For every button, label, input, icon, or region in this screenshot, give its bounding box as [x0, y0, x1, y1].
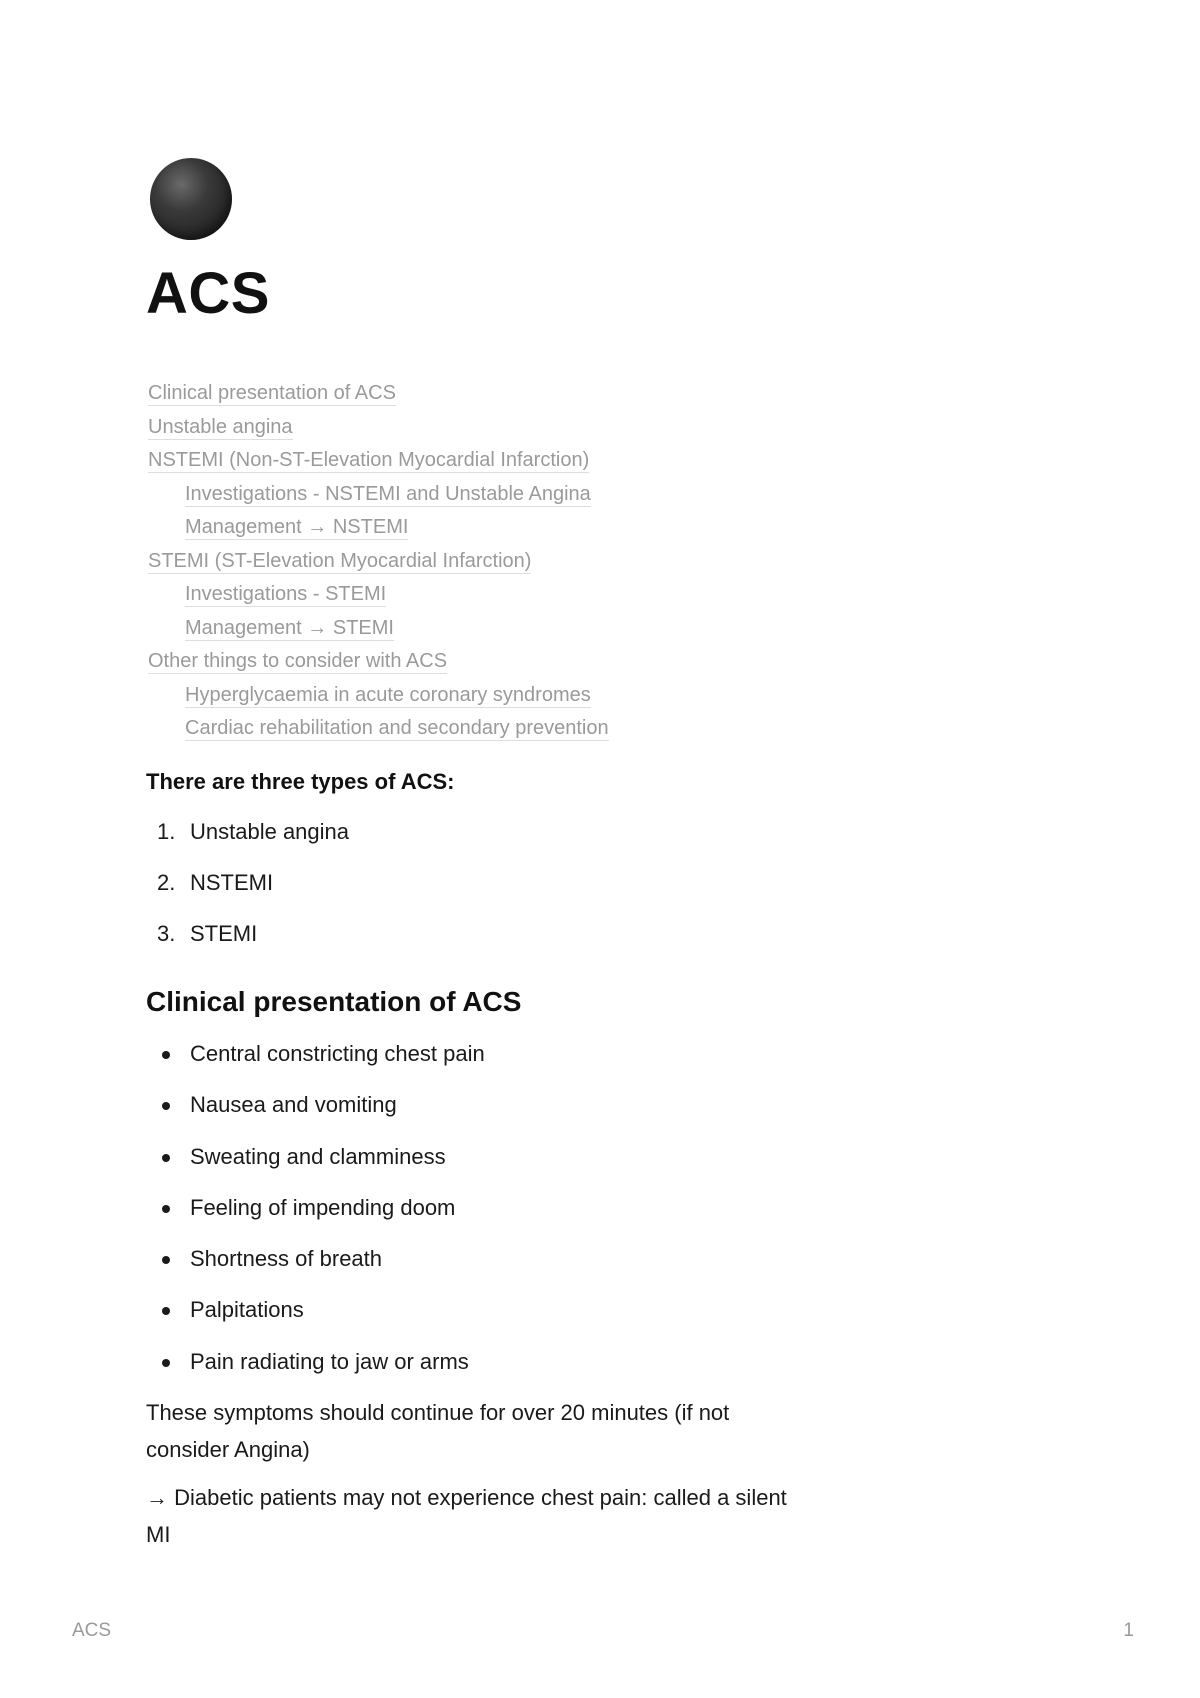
list-item: Shortness of breath [146, 1244, 485, 1295]
toc-link-unstable-angina[interactable]: Unstable angina [148, 415, 293, 438]
symptom-duration-note: These symptoms should continue for over 20 minutes (if not consider Angina) [146, 1400, 730, 1462]
list-item: Palpitations [146, 1295, 485, 1346]
section-heading-clinical-presentation: Clinical presentation of ACS [146, 986, 522, 1017]
list-item: Central constricting chest pain [146, 1039, 485, 1090]
black-circle-icon [150, 158, 232, 240]
page-number: 1 [1123, 1620, 1134, 1641]
bullet-icon [162, 1102, 170, 1110]
bullet-icon [162, 1359, 170, 1367]
list-item: 1. Unstable angina [157, 819, 350, 844]
table-of-contents [148, 379, 848, 748]
list-item: 3. STEMI [157, 921, 258, 946]
bullet-icon [162, 1307, 170, 1315]
toc-link-other-things[interactable]: Other things to consider with ACS [148, 650, 448, 672]
toc-link-management-stemi[interactable]: Management → STEMI [185, 616, 394, 639]
list-item: Feeling of impending doom [146, 1193, 485, 1244]
toc-link-investigations-stemi[interactable]: Investigations - STEMI [185, 583, 387, 605]
symptoms-list [146, 1039, 485, 1398]
toc-link-investigations-nstemi[interactable]: Investigations - NSTEMI and Unstable Angina [185, 482, 591, 505]
list-item: Nausea and vomiting [146, 1090, 485, 1141]
toc-link-cardiac-rehabilitation[interactable]: Cardiac rehabilitation and secondary prevention [185, 717, 609, 739]
diabetic-patients-note: → Diabetic patients may not experience chest pain: called a silent MI [146, 1485, 787, 1547]
types-list [146, 817, 349, 970]
bullet-icon [162, 1205, 170, 1213]
toc-link-clinical-presentation[interactable]: Clinical presentation of ACS [148, 382, 396, 404]
footer-title: ACS [72, 1620, 112, 1641]
list-item: 2. NSTEMI [157, 870, 274, 895]
bullet-icon [162, 1154, 170, 1162]
types-heading: There are three types of ACS: [146, 769, 455, 794]
bullet-icon [162, 1051, 170, 1059]
toc-link-stemi[interactable]: STEMI (ST-Elevation Myocardial Infarction) [148, 549, 532, 572]
toc-link-hyperglycaemia[interactable]: Hyperglycaemia in acute coronary syndromes [185, 683, 591, 706]
page-title: ACS [146, 261, 270, 326]
list-item: Pain radiating to jaw or arms [146, 1347, 485, 1398]
toc-link-management-nstemi[interactable]: Management → NSTEMI [185, 516, 409, 538]
list-item: Sweating and clamminess [146, 1142, 485, 1193]
bullet-icon [162, 1256, 170, 1264]
toc-link-nstemi[interactable]: NSTEMI (Non-ST-Elevation Myocardial Infarction) [148, 449, 590, 471]
